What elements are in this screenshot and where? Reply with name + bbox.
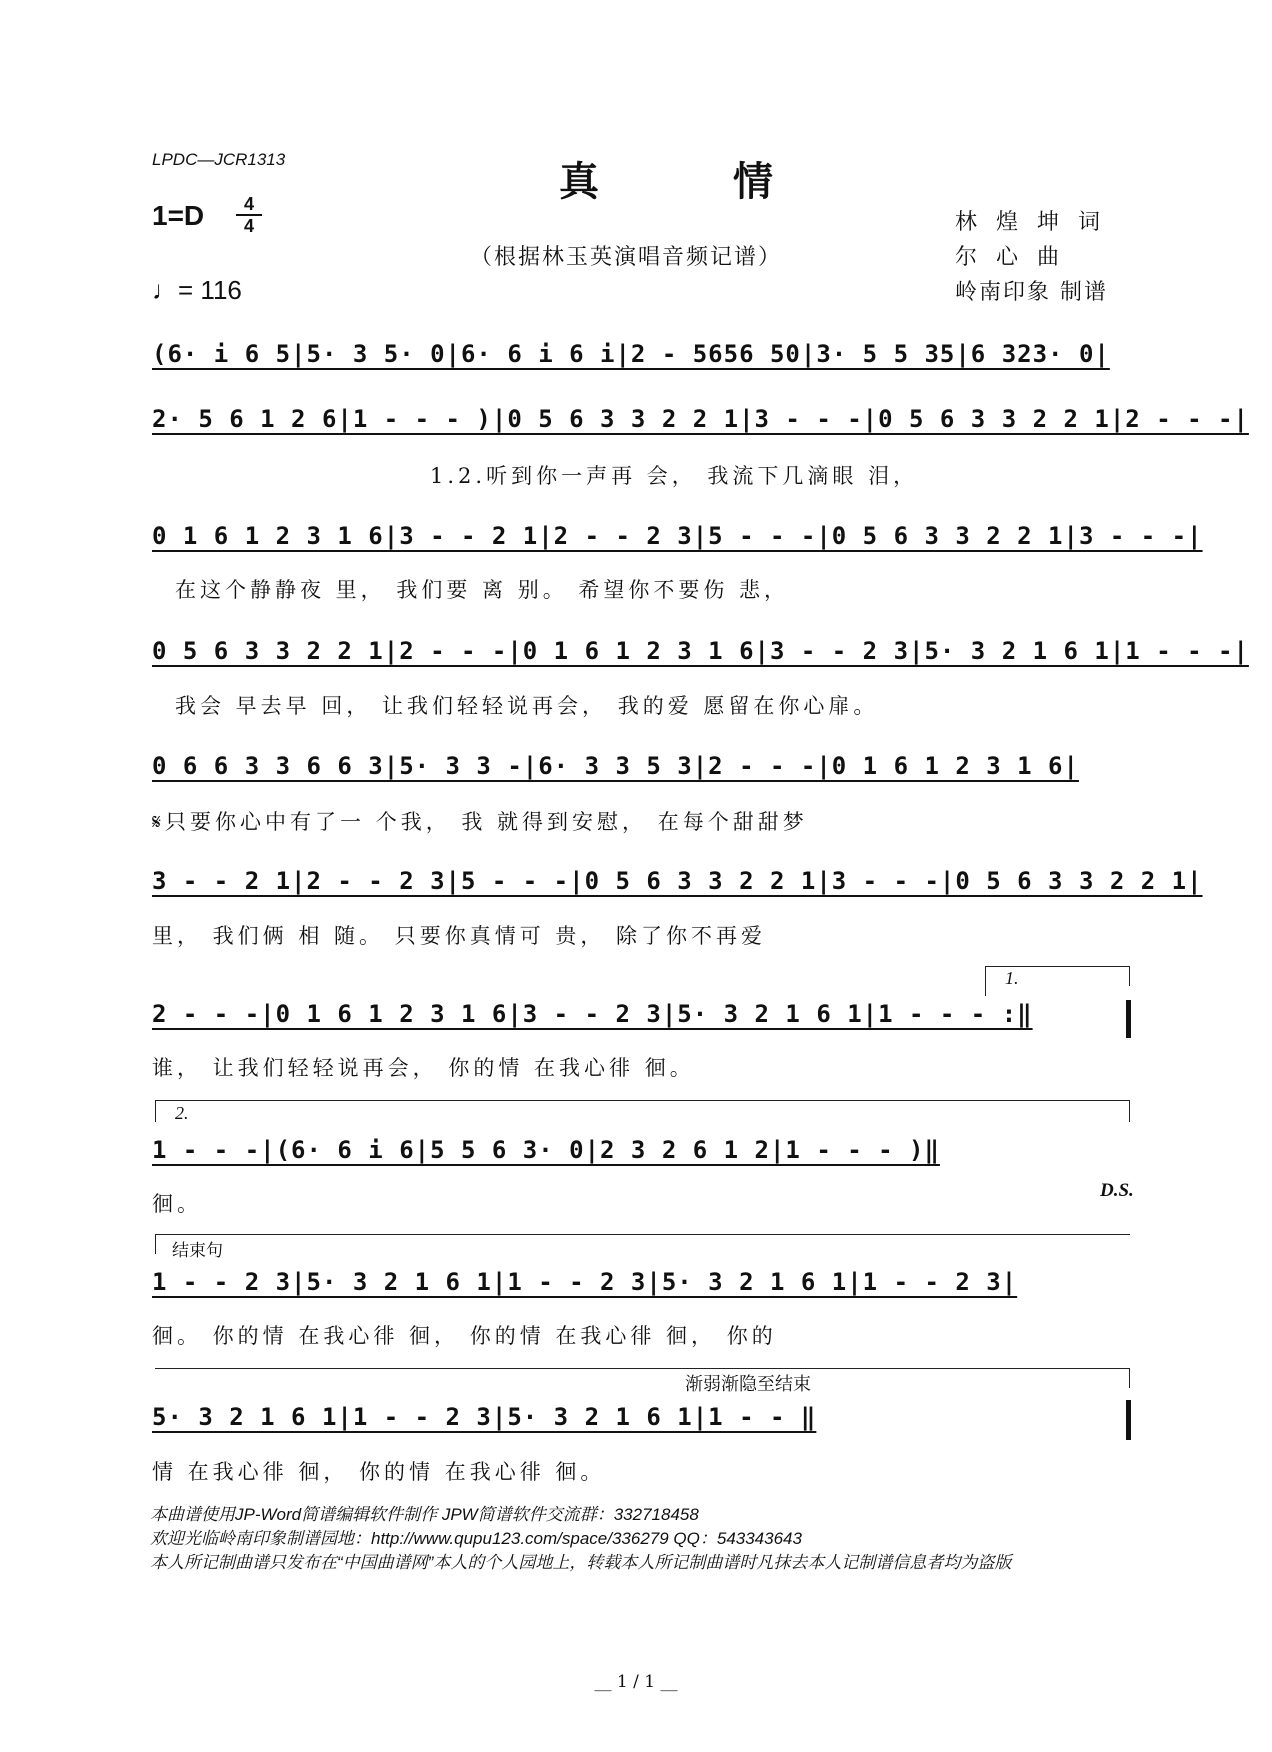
notation-row-1: (6· i 6 5|5· 3 5· 0|6· 6 i 6 i|2 - 5656 50|3· 5 5 35|6 323· 0|: [152, 340, 1110, 368]
notation-row-6: 3 - - 2 1|2 - - 2 3|5 - - -|0 5 6 3 3 2 2 1|3 - - -|0 5 6 3 3 2 2 1|: [152, 867, 1203, 895]
time-signature-bottom: 4: [243, 216, 254, 236]
volta-2-label: 2.: [175, 1103, 189, 1123]
repeat-bar: [1126, 1000, 1131, 1038]
footer-software-line: 本曲谱使用JP-Word简谱编辑软件制作 JPW简谱软件交流群：332718458: [150, 1505, 699, 1524]
notation-row-10: 5· 3 2 1 6 1|1 - - 2 3|5· 3 2 1 6 1|1 - - ‖: [152, 1403, 817, 1431]
lyrics-row-8: 徊。: [152, 1192, 202, 1216]
fade-instruction: 渐弱渐隐至结束: [685, 1374, 811, 1395]
page-number: __ 1 / 1 __: [594, 1672, 678, 1692]
lyrics-row-3: 在这个静静夜 里， 我们要 离 别。 希望你不要伤 悲，: [175, 578, 790, 602]
tempo-marking: ♩= 116: [152, 275, 242, 305]
notation-row-2: 2· 5 6 1 2 6|1 - - - )|0 5 6 3 3 2 2 1|3 - - -|0 5 6 3 3 2 2 1|2 - - -|: [152, 405, 1249, 433]
lyrics-row-7: 谁， 让我们轻轻说再会， 你的情 在我心徘 徊。: [152, 1056, 695, 1080]
ending-label: 结束句: [172, 1241, 223, 1261]
final-bar: [1126, 1400, 1131, 1440]
notation-row-5: 0 6 6 3 3 6 6 3|5· 3 3 -|6· 3 3 5 3|2 - - -|0 1 6 1 2 3 1 6|: [152, 752, 1079, 780]
notation-row-4: 0 5 6 3 3 2 2 1|2 - - -|0 1 6 1 2 3 1 6|3 - - 2 3|5· 3 2 1 6 1|1 - - -|: [152, 637, 1249, 665]
lyrics-row-10: 情 在我心徘 徊， 你的情 在我心徘 徊。: [152, 1460, 606, 1484]
time-signature: [236, 195, 262, 235]
subtitle: （根据林玉英演唱音频记谱）: [470, 245, 783, 270]
lyrics-row-5: 𝄋只要你心中有了一 个我， 我 就得到安慰， 在每个甜甜梦: [152, 810, 808, 834]
lyrics-row-9: 徊。 你的情 在我心徘 徊， 你的情 在我心徘 徊， 你的: [152, 1324, 777, 1348]
notation-row-7: 2 - - -|0 1 6 1 2 3 1 6|3 - - 2 3|5· 3 2 1 6 1|1 - - - :‖: [152, 1000, 1033, 1028]
time-signature-top: 4: [243, 194, 254, 214]
dal-segno-mark: D.S.: [1100, 1180, 1134, 1201]
notation-row-8: 1 - - -|(6· 6 i 6|5 5 6 3· 0|2 3 2 6 1 2|1 - - - )‖: [152, 1136, 940, 1164]
volta-1-label: 1.: [1005, 968, 1019, 988]
lyricist-credit: 林 煌 坤 词: [955, 210, 1106, 235]
composer-credit: 尔 心 曲: [955, 245, 1065, 270]
song-title: 真 情: [559, 158, 833, 205]
lyrics-row-2: 1.2.听到你一声再 会， 我流下几滴眼 泪，: [430, 464, 919, 488]
lyrics-row-4: 我会 早去早 回， 让我们轻轻说再会， 我的爱 愿留在你心扉。: [175, 694, 879, 718]
key-signature: 1=D: [152, 200, 205, 231]
footer-copyright-line: 本人所记制曲谱只发布在“中国曲谱网”本人的个人园地上，转载本人所记制曲谱时凡抹去本人记制谱信息者均为盗版: [150, 1553, 1012, 1572]
notation-row-3: 0 1 6 1 2 3 1 6|3 - - 2 1|2 - - 2 3|5 - - -|0 5 6 3 3 2 2 1|3 - - -|: [152, 522, 1203, 550]
footer-website-line: 欢迎光临岭南印象制谱园地：http://www.qupu123.com/space/336279 QQ：543343643: [150, 1529, 802, 1548]
arranger-credit: 岭南印象 制谱: [955, 280, 1108, 305]
notation-row-9: 1 - - 2 3|5· 3 2 1 6 1|1 - - 2 3|5· 3 2 1 6 1|1 - - 2 3|: [152, 1268, 1018, 1296]
lyrics-row-6: 里， 我们俩 相 随。 只要你真情可 贵， 除了你不再爱: [152, 924, 767, 948]
score-code: LPDC—JCR1313: [152, 150, 286, 169]
